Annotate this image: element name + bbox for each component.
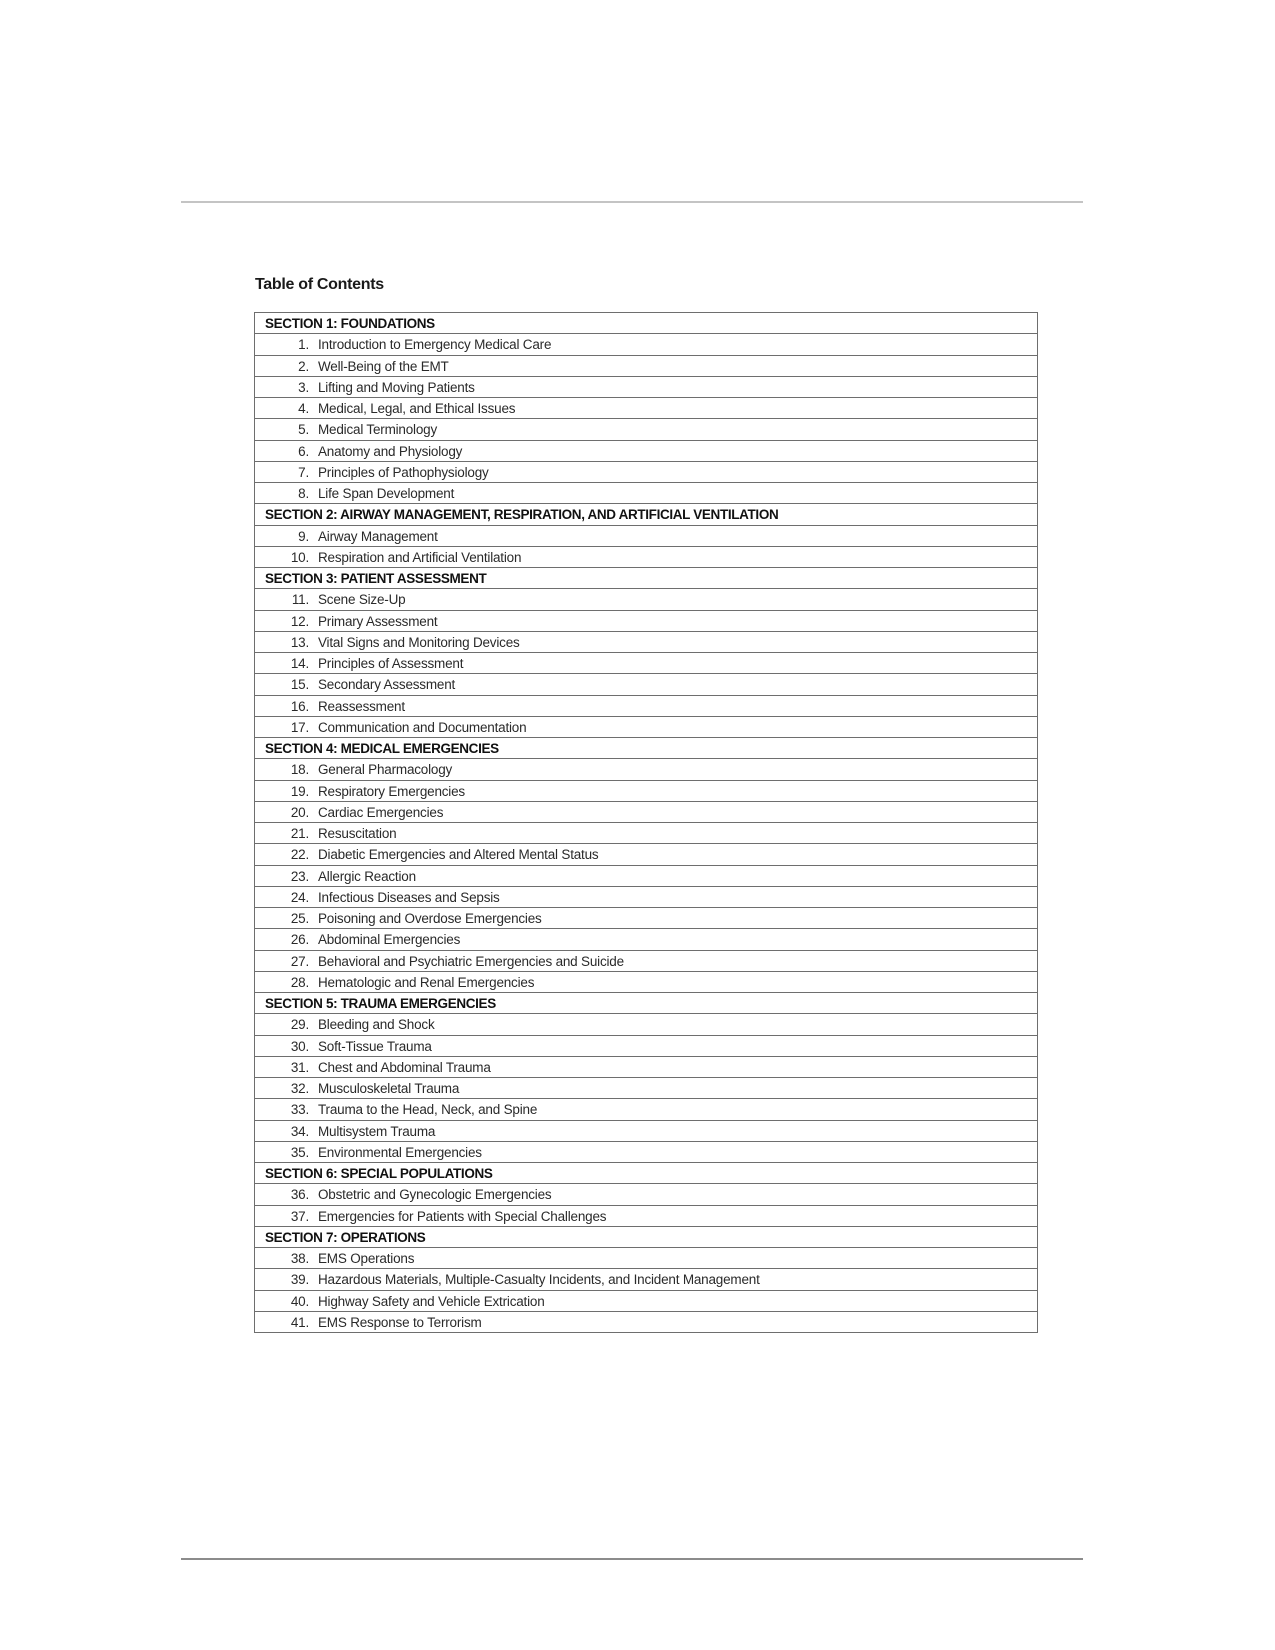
chapter-row — [255, 759, 1037, 780]
section-header-row: SECTION 4: MEDICAL EMERGENCIES — [255, 738, 1037, 759]
chapter-number: 23. — [290, 868, 309, 884]
chapter-row — [255, 419, 1037, 440]
chapter-row — [255, 1014, 1037, 1035]
chapter-number: 14. — [290, 656, 309, 671]
chapter-title: Well-Being of the EMT — [318, 358, 449, 374]
chapter-row — [255, 1142, 1037, 1163]
chapter-number: 4. — [298, 401, 309, 416]
toc-title: Table of Contents — [255, 276, 384, 293]
chapter-title: Reassessment — [318, 698, 405, 714]
chapter-title: Environmental Emergencies — [318, 1144, 482, 1160]
chapter-row — [255, 632, 1037, 653]
chapter-number: 40. — [290, 1293, 309, 1309]
chapter-number: 12. — [290, 613, 309, 629]
chapter-title: Scene Size-Up — [318, 592, 406, 608]
chapter-title: Secondary Assessment — [318, 677, 456, 693]
chapter-title: Emergencies for Patients with Special Challenges — [318, 1208, 607, 1224]
chapter-title: Medical Terminology — [318, 422, 438, 438]
chapter-title: Introduction to Emergency Medical Care — [318, 337, 552, 353]
chapter-row — [255, 972, 1037, 993]
section-header-row: SECTION 6: SPECIAL POPULATIONS — [255, 1163, 1037, 1184]
chapter-title: Poisoning and Overdose Emergencies — [318, 911, 542, 926]
chapter-title: Respiratory Emergencies — [318, 783, 465, 799]
chapter-row — [255, 866, 1037, 887]
chapter-number: 17. — [290, 719, 309, 735]
chapter-row — [255, 653, 1037, 674]
chapter-title: Anatomy and Physiology — [318, 443, 463, 459]
chapter-title: Infectious Diseases and Sepsis — [318, 889, 500, 905]
section-header-row: SECTION 2: AIRWAY MANAGEMENT, RESPIRATION, AND ARTIFICIAL VENTILATION — [255, 504, 1037, 525]
chapter-title: Lifting and Moving Patients — [318, 379, 475, 395]
chapter-row — [255, 1121, 1037, 1142]
chapter-row — [255, 1312, 1037, 1333]
section-header-row: SECTION 3: PATIENT ASSESSMENT — [255, 568, 1037, 589]
chapter-number: 37. — [290, 1208, 309, 1224]
chapter-row — [255, 717, 1037, 738]
chapter-number: 38. — [290, 1251, 309, 1266]
chapter-title: Airway Management — [318, 528, 438, 544]
section-header-row: SECTION 1: FOUNDATIONS — [255, 313, 1037, 334]
chapter-number: 15. — [290, 677, 309, 693]
chapter-row — [255, 1269, 1037, 1290]
chapter-title: Hematologic and Renal Emergencies — [318, 974, 535, 990]
chapter-row — [255, 696, 1037, 717]
chapter-number: 11. — [291, 592, 309, 608]
chapter-number: 34. — [290, 1123, 309, 1139]
chapter-title: Soft-Tissue Trauma — [318, 1038, 432, 1054]
chapter-row — [255, 929, 1037, 950]
chapter-number: 21. — [290, 826, 309, 841]
chapter-number: 16. — [290, 698, 309, 714]
chapter-number: 9. — [298, 528, 309, 544]
chapter-number: 41. — [290, 1314, 309, 1330]
section-header-row: SECTION 7: OPERATIONS — [255, 1227, 1037, 1248]
chapter-row — [255, 1206, 1037, 1227]
chapter-title: Bleeding and Shock — [318, 1017, 435, 1033]
chapter-number: 8. — [298, 486, 309, 501]
chapter-title: Chest and Abdominal Trauma — [318, 1059, 491, 1075]
chapter-number: 6. — [298, 443, 309, 459]
chapter-number: 30. — [290, 1038, 309, 1054]
chapter-row — [255, 844, 1037, 865]
chapter-number: 24. — [290, 889, 309, 905]
chapter-number: 25. — [290, 911, 309, 926]
chapter-title: Principles of Pathophysiology — [318, 464, 489, 480]
chapter-number: 31. — [290, 1059, 309, 1075]
chapter-row — [255, 483, 1037, 504]
chapter-number: 36. — [290, 1187, 309, 1203]
chapter-row — [255, 334, 1037, 355]
chapter-title: Vital Signs and Monitoring Devices — [318, 634, 520, 650]
chapter-number: 39. — [290, 1272, 309, 1288]
chapter-number: 1. — [298, 337, 309, 353]
chapter-row — [255, 674, 1037, 695]
chapter-number: 19. — [290, 783, 309, 799]
chapter-row — [255, 462, 1037, 483]
chapter-row — [255, 441, 1037, 462]
chapter-row — [255, 1291, 1037, 1312]
chapter-row — [255, 1078, 1037, 1099]
chapter-row — [255, 589, 1037, 610]
chapter-title: Primary Assessment — [318, 613, 438, 629]
chapter-title: Trauma to the Head, Neck, and Spine — [318, 1102, 538, 1118]
chapter-number: 7. — [298, 464, 309, 480]
chapter-number: 26. — [290, 932, 309, 948]
chapter-title: General Pharmacology — [318, 762, 453, 778]
chapter-number: 32. — [290, 1081, 309, 1096]
chapter-row — [255, 377, 1037, 398]
chapter-title: Diabetic Emergencies and Altered Mental Status — [318, 847, 599, 863]
chapter-row — [255, 823, 1037, 844]
chapter-title: EMS Operations — [318, 1251, 415, 1266]
chapter-title: Life Span Development — [318, 486, 455, 501]
chapter-number: 13. — [290, 634, 309, 650]
chapter-title: Respiration and Artificial Ventilation — [318, 549, 522, 565]
chapter-row — [255, 1248, 1037, 1269]
chapter-row — [255, 1036, 1037, 1057]
chapter-number: 20. — [290, 804, 309, 820]
chapter-number: 22. — [290, 847, 309, 863]
chapter-row — [255, 1057, 1037, 1078]
chapter-title: Highway Safety and Vehicle Extrication — [318, 1293, 545, 1309]
chapter-title: Behavioral and Psychiatric Emergencies and Suicide — [318, 953, 624, 969]
chapter-number: 28. — [290, 974, 309, 990]
chapter-title: Cardiac Emergencies — [318, 804, 444, 820]
chapter-title: EMS Response to Terrorism — [318, 1314, 482, 1330]
chapter-number: 2. — [298, 358, 309, 374]
chapter-number: 29. — [290, 1017, 309, 1033]
footer-divider — [181, 1558, 1083, 1560]
chapter-title: Obstetric and Gynecologic Emergencies — [318, 1187, 552, 1203]
chapter-title: Principles of Assessment — [318, 656, 464, 671]
chapter-title: Resuscitation — [318, 826, 397, 841]
chapter-title: Communication and Documentation — [318, 719, 527, 735]
chapter-row — [255, 887, 1037, 908]
chapter-number: 3. — [298, 379, 309, 395]
chapter-row — [255, 611, 1037, 632]
chapter-number: 27. — [290, 953, 309, 969]
chapter-row — [255, 802, 1037, 823]
chapter-row — [255, 1184, 1037, 1205]
section-header-row: SECTION 5: TRAUMA EMERGENCIES — [255, 993, 1037, 1014]
chapter-title: Hazardous Materials, Multiple-Casualty Incidents, and Incident Management — [318, 1272, 760, 1288]
chapter-row — [255, 547, 1037, 568]
chapter-row — [255, 356, 1037, 377]
chapter-number: 35. — [290, 1144, 309, 1160]
chapter-number: 18. — [290, 762, 309, 778]
chapter-row — [255, 781, 1037, 802]
chapter-row — [255, 398, 1037, 419]
chapter-number: 10. — [290, 549, 309, 565]
chapter-title: Multisystem Trauma — [318, 1123, 436, 1139]
chapter-number: 33. — [290, 1102, 309, 1118]
chapter-title: Musculoskeletal Trauma — [318, 1081, 460, 1096]
chapter-row — [255, 951, 1037, 972]
header-divider — [181, 201, 1083, 203]
chapter-number: 5. — [298, 422, 309, 438]
toc-table — [254, 312, 1038, 1333]
chapter-row — [255, 908, 1037, 929]
chapter-row — [255, 1099, 1037, 1120]
chapter-row — [255, 526, 1037, 547]
chapter-title: Abdominal Emergencies — [318, 932, 461, 948]
chapter-title: Medical, Legal, and Ethical Issues — [318, 401, 516, 416]
chapter-title: Allergic Reaction — [318, 868, 416, 884]
